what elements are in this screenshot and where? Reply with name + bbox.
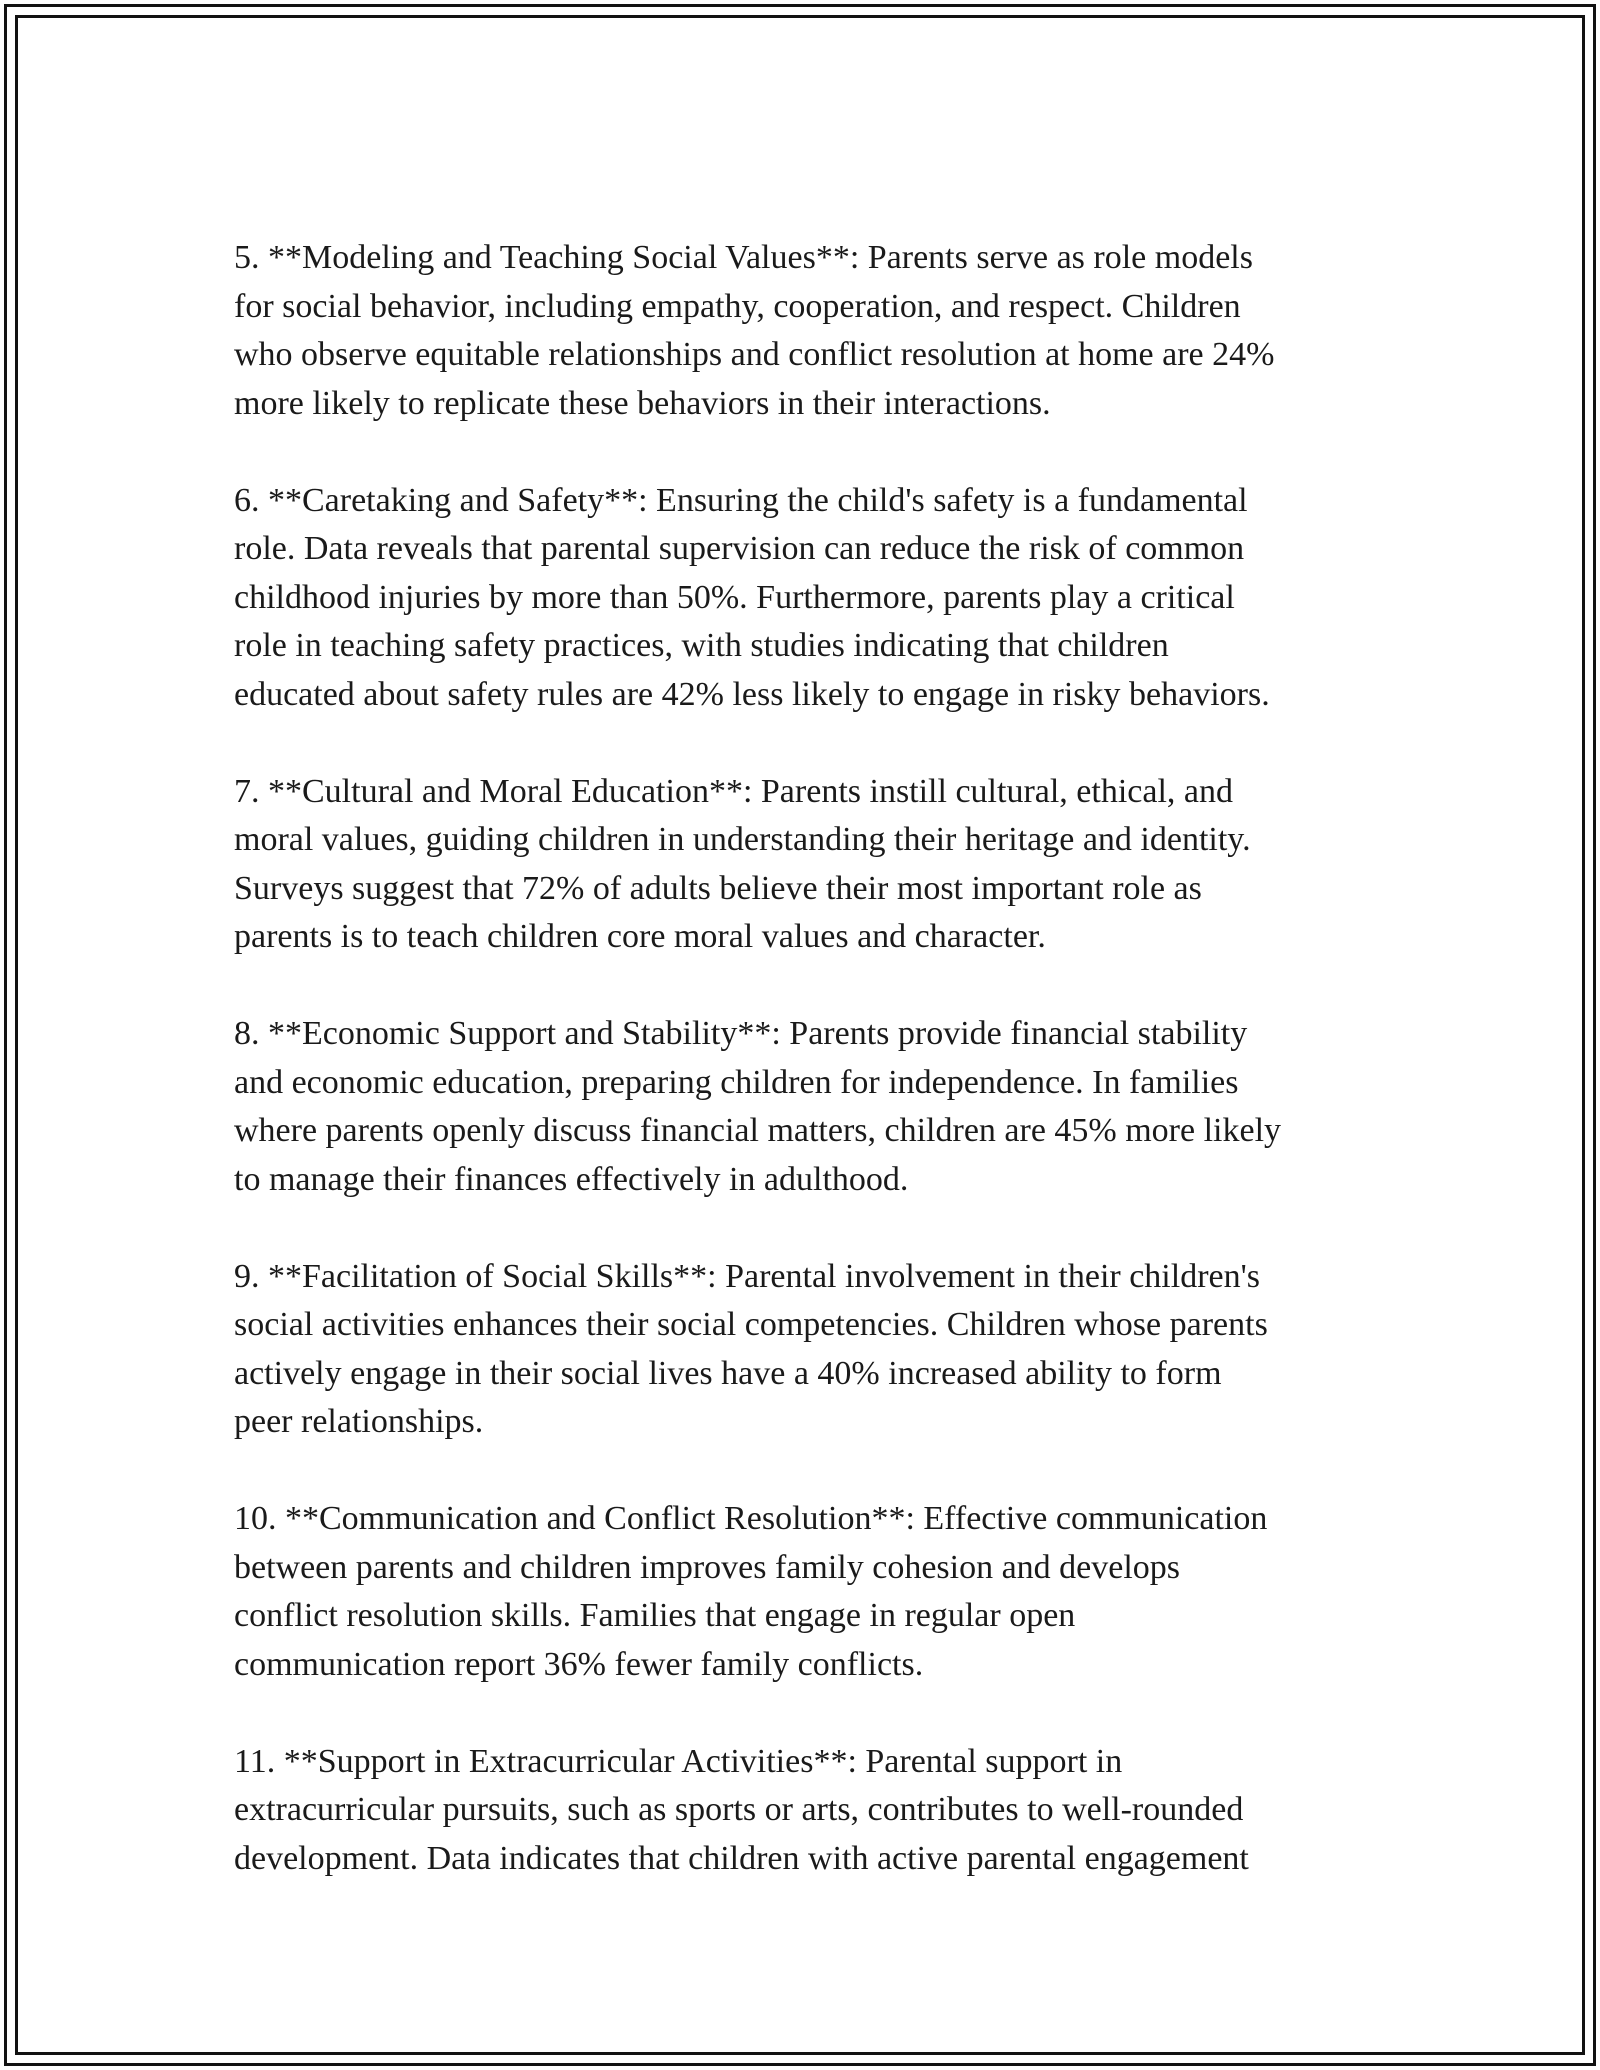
paragraph-item-10: 10. **Communication and Conflict Resolution**: Effective communication between parents and children improves family cohesion and develops conflict resolution skills. Families that engage in regular open communication report 36% fewer family conflicts. [234,1500,1268,1683]
paragraph-item-7: 7. **Cultural and Moral Education**: Parents instill cultural, ethical, and moral values, guiding children in understanding their heritage and identity. Surveys suggest that 72% of adults believe their most important role as parents is to teach children core moral values and character. [234,772,1251,955]
paragraph-item-11: 11. **Support in Extracurricular Activities**: Parental support in extracurricular pursuits, such as sports or arts, contributes to well-rounded development. Data indicates that children with active parental engagement [234,1742,1249,1877]
document-body [234,234,1384,1883]
paragraph-item-9: 9. **Facilitation of Social Skills**: Parental involvement in their children's social activities enhances their social competencies. Children whose parents actively engage in their social lives have a 40% increased ability to form peer relationships. [234,1257,1268,1440]
paragraph-item-5: 5. **Modeling and Teaching Social Values**: Parents serve as role models for social behavior, including empathy, cooperation, and respect. Children who observe equitable relationships and conflict resolution at home are 24% more likely to replicate these behaviors in their interactions. [234,239,1275,422]
paragraph-item-8: 8. **Economic Support and Stability**: Parents provide financial stability and economic education, preparing children for independence. In families where parents openly discuss financial matters, children are 45% more likely to manage their finances effectively in adulthood. [234,1015,1282,1198]
paragraph-item-6: 6. **Caretaking and Safety**: Ensuring the child's safety is a fundamental role. Data reveals that parental supervision can reduce the risk of common childhood injuries by more than 50%. Furthermore, parents play a critical role in teaching safety practices, with studies indicating that children educated about safety rules are 42% less likely to engage in risky behaviors. [234,481,1270,713]
